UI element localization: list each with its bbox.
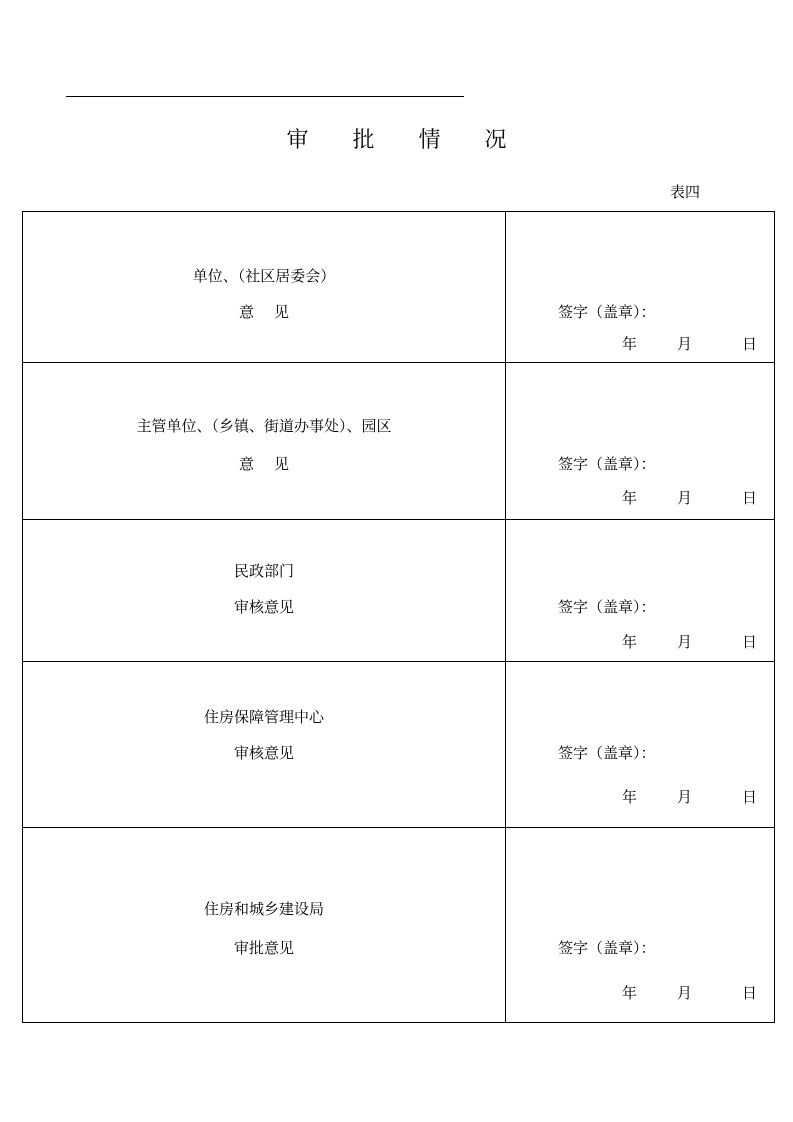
unit-cell	[23, 828, 506, 1023]
unit-cell	[23, 363, 506, 520]
month-label: 月	[677, 489, 693, 507]
signature-cell[interactable]	[506, 212, 775, 363]
day-label: 日	[742, 788, 758, 806]
year-label: 年	[622, 489, 638, 507]
signature-label: 签字（盖章）：	[558, 303, 656, 321]
signature-label: 签字（盖章）：	[558, 744, 656, 762]
unit-name: 主管单位、（乡镇、街道办事处）、园区	[136, 417, 392, 435]
table-number: 表四	[670, 183, 701, 201]
day-label: 日	[742, 633, 758, 651]
month-label: 月	[677, 633, 693, 651]
page-title: 审 批 情 况	[286, 128, 507, 153]
unit-cell	[23, 662, 506, 828]
unit-name: 单位、（社区居委会）	[192, 267, 336, 285]
month-label: 月	[677, 788, 693, 806]
year-label: 年	[622, 984, 638, 1002]
year-label: 年	[622, 335, 638, 353]
unit-name: 住房和城乡建设局	[203, 900, 324, 918]
signature-cell[interactable]	[506, 363, 775, 520]
month-label: 月	[677, 335, 693, 353]
day-label: 日	[742, 335, 758, 353]
day-label: 日	[742, 984, 758, 1002]
table-row	[23, 212, 775, 363]
opinion-label: 意 见	[238, 455, 290, 473]
signature-cell[interactable]	[506, 828, 775, 1023]
day-label: 日	[742, 489, 758, 507]
signature-label: 签字（盖章）：	[558, 939, 656, 957]
table-row	[23, 662, 775, 828]
opinion-label: 审批意见	[233, 939, 294, 957]
table-row	[23, 520, 775, 662]
unit-cell	[23, 212, 506, 363]
table-row	[23, 363, 775, 520]
opinion-label: 审核意见	[233, 744, 294, 762]
opinion-label: 审核意见	[233, 598, 294, 616]
signature-label: 签字（盖章）：	[558, 598, 656, 616]
table-row	[23, 828, 775, 1023]
year-label: 年	[622, 633, 638, 651]
signature-label: 签字（盖章）：	[558, 455, 656, 473]
month-label: 月	[677, 984, 693, 1002]
unit-name: 住房保障管理中心	[203, 708, 324, 726]
signature-cell[interactable]	[506, 520, 775, 662]
unit-cell	[23, 520, 506, 662]
unit-name: 民政部门	[233, 562, 294, 580]
year-label: 年	[622, 788, 638, 806]
opinion-label: 意 见	[238, 303, 290, 321]
approval-table	[22, 211, 775, 1023]
signature-cell[interactable]	[506, 662, 775, 828]
top-rule	[66, 96, 464, 97]
